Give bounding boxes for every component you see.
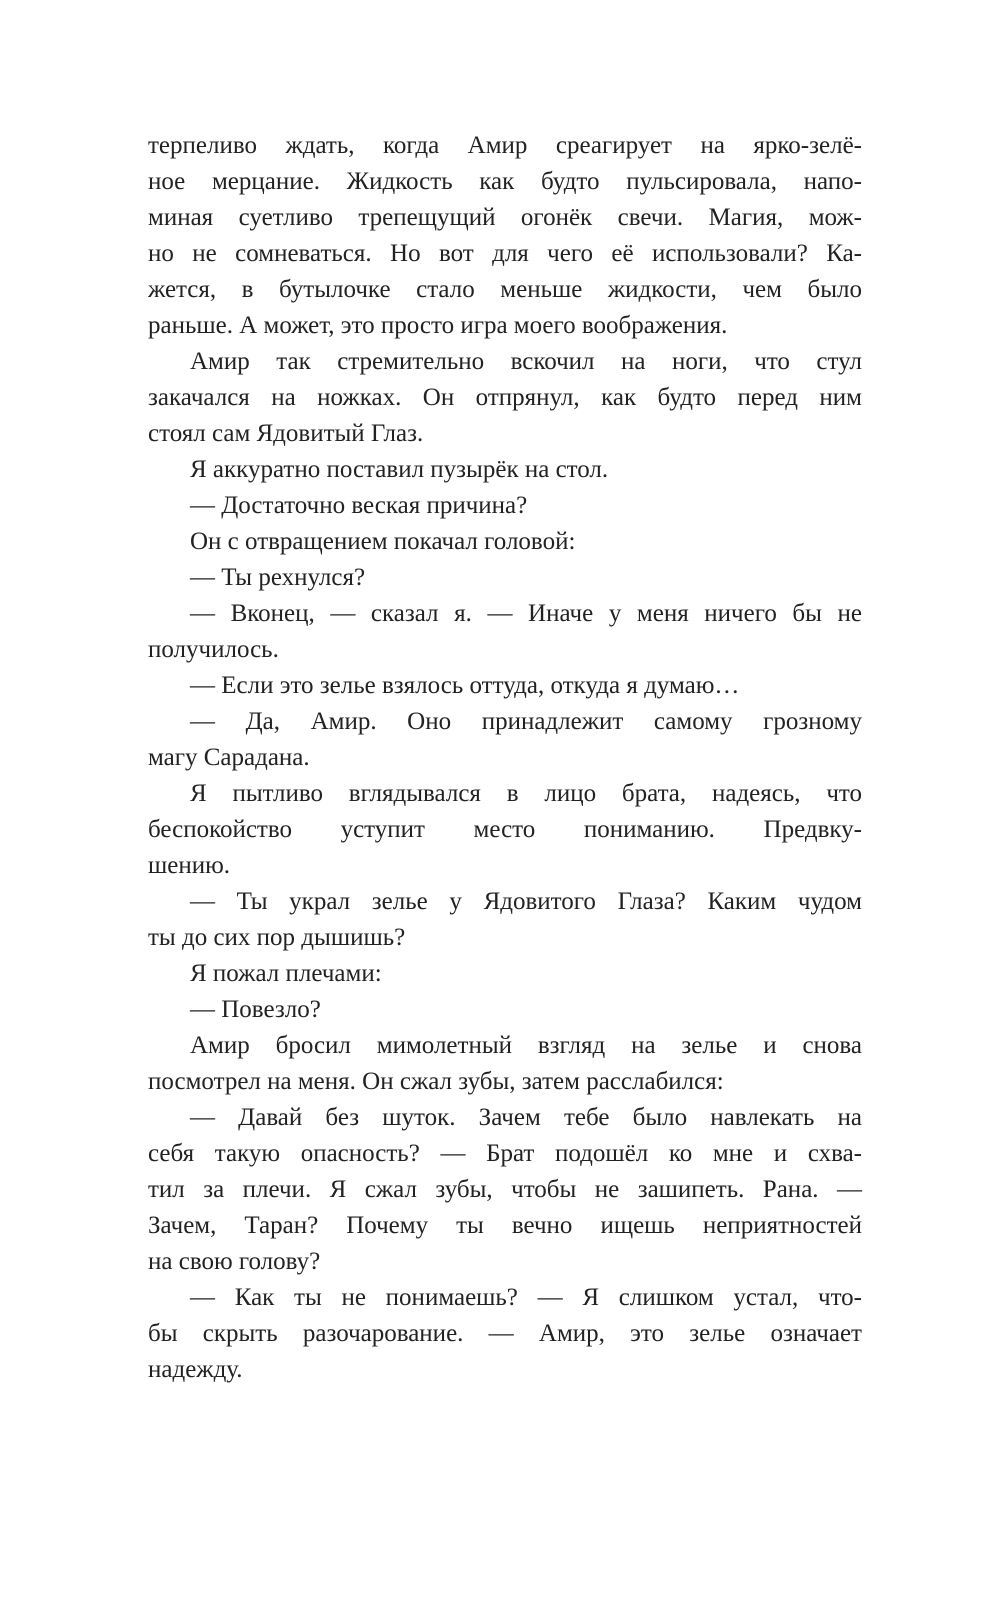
text-line: ты до сих пор дышишь? — [148, 924, 406, 951]
text-line: Амир так стремительно вскочил на ноги, что стул — [190, 348, 862, 375]
text-line: Я пожал плечами: — [190, 960, 382, 987]
text-line: Зачем, Таран? Почему ты вечно ищешь неприятностей — [148, 1212, 862, 1239]
text-line: миная суетливо трепещущий огонёк свечи. Магия, мож- — [148, 204, 862, 231]
text-line: но не сомневаться. Но вот для чего её использовали? Ка- — [148, 240, 862, 267]
text-line: — Да, Амир. Оно принадлежит самому грозному — [190, 708, 862, 735]
paragraph — [148, 668, 862, 704]
paragraph — [148, 596, 862, 668]
paragraph — [148, 524, 862, 560]
text-line: получилось. — [148, 636, 279, 663]
text-line: жется, в бутылочке стало меньше жидкости, чем было — [148, 276, 862, 303]
text-line: — Ты рехнулся? — [190, 564, 366, 591]
text-line: тил за плечи. Я сжал зубы, чтобы не зашипеть. Рана. — — [148, 1176, 862, 1203]
text-line: Я пытливо вглядывался в лицо брата, надеясь, что — [190, 780, 862, 807]
text-line: — Повезло? — [190, 996, 321, 1023]
text-line: шению. — [148, 852, 231, 879]
paragraph — [148, 128, 862, 344]
paragraph — [148, 452, 862, 488]
text-line: — Как ты не понимаешь? — Я слишком устал, что- — [190, 1284, 862, 1311]
paragraph — [148, 1100, 862, 1280]
paragraph — [148, 992, 862, 1028]
text-line: раньше. А может, это просто игра моего воображения. — [148, 312, 728, 339]
paragraph — [148, 1028, 862, 1100]
paragraph — [148, 488, 862, 524]
text-line: на свою голову? — [148, 1248, 321, 1275]
paragraph — [148, 776, 862, 884]
text-line: терпеливо ждать, когда Амир среагирует на ярко-зелё- — [148, 132, 862, 159]
text-line: ное мерцание. Жидкость как будто пульсировала, напо- — [148, 168, 862, 195]
text-line: — Ты украл зелье у Ядовитого Глаза? Каким чудом — [190, 888, 862, 915]
text-line: надежду. — [148, 1356, 243, 1383]
text-line: беспокойство уступит место пониманию. Предвку- — [148, 816, 862, 843]
text-line: — Вконец, — сказал я. — Иначе у меня ничего бы не — [190, 600, 862, 627]
paragraph — [148, 344, 862, 452]
paragraph — [148, 884, 862, 956]
paragraph — [148, 956, 862, 992]
paragraph — [148, 1280, 862, 1388]
text-line: — Достаточно веская причина? — [190, 492, 528, 519]
text-line: стоял сам Ядовитый Глаз. — [148, 420, 424, 447]
paragraph — [148, 560, 862, 596]
text-line: магу Сарадана. — [148, 744, 310, 771]
paragraph — [148, 704, 862, 776]
text-line: Он с отвращением покачал головой: — [190, 528, 576, 555]
text-line: бы скрыть разочарование. — Амир, это зелье означает — [148, 1320, 862, 1347]
text-line: Я аккуратно поставил пузырёк на стол. — [190, 456, 609, 483]
text-line: — Если это зелье взялось оттуда, откуда я думаю… — [190, 672, 740, 699]
text-line: себя такую опасность? — Брат подошёл ко мне и схва- — [148, 1140, 862, 1167]
page-text — [148, 128, 862, 1388]
text-line: посмотрел на меня. Он сжал зубы, затем расслабился: — [148, 1068, 724, 1095]
text-line: — Давай без шуток. Зачем тебе было навлекать на — [190, 1104, 862, 1131]
text-line: Амир бросил мимолетный взгляд на зелье и снова — [190, 1032, 862, 1059]
text-line: закачался на ножках. Он отпрянул, как будто перед ним — [148, 384, 862, 411]
